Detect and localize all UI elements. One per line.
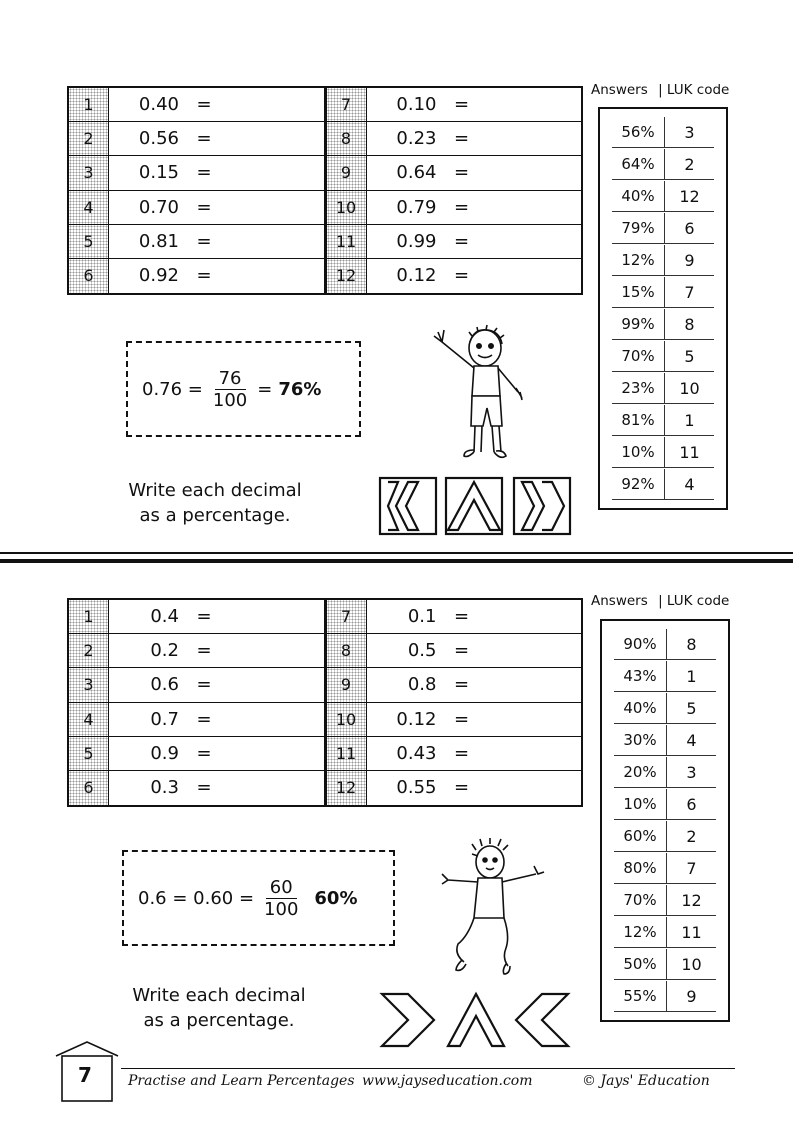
equals-sign: = [196,777,212,799]
instruction-line-1: Write each decimal [132,985,306,1006]
answer-code: 11 [679,442,700,462]
question-decimal: 0.55 [396,777,437,799]
question-row [69,771,324,805]
answer-row [612,437,714,468]
answer-blank[interactable] [229,225,324,258]
instruction-1 [110,478,320,528]
question-row [69,122,324,156]
equals-sign: = [196,742,212,764]
answer-blank[interactable] [229,771,324,805]
question-number: 4 [69,703,109,736]
equals-sign: = [196,230,212,252]
answer-percent: 10% [612,437,665,467]
question-number: 6 [69,259,109,293]
luk-code-label: | LUK code [658,82,730,98]
answer-code: 5 [684,346,695,366]
equals-sign: = [196,640,212,662]
answer-blank[interactable] [487,259,582,293]
answer-percent: 99% [612,309,665,339]
equals-sign: = [196,128,212,150]
answer-blank[interactable] [487,600,582,633]
question-row [327,703,582,737]
equals-sign: = [453,128,470,150]
question-number: 7 [327,600,367,633]
question-decimal: 0.4 [150,606,179,628]
question-decimal: 0.9 [150,742,179,764]
answer-code: 7 [684,282,695,302]
example-result: 76% [278,378,322,400]
question-number: 5 [69,225,109,258]
answer-percent: 40% [614,693,667,723]
footer-rule [121,1068,735,1069]
question-decimal: 0.92 [138,265,179,287]
answer-row [612,277,714,308]
answer-row [614,821,716,852]
equals-sign: = [453,708,470,730]
answer-row [614,917,716,948]
answer-blank[interactable] [487,703,582,736]
question-row [69,703,324,737]
question-decimal: 0.1 [407,606,437,628]
answer-percent: 43% [614,661,667,691]
question-decimal: 0.8 [407,674,437,696]
answer-percent: 80% [614,853,667,883]
answer-code: 12 [681,890,702,910]
answer-blank[interactable] [487,191,582,224]
question-number: 12 [327,771,367,805]
question-number: 8 [327,634,367,667]
footer-copyright: © Jays' Education [582,1073,710,1089]
answer-blank[interactable] [487,156,582,189]
instruction-line-1: Write each decimal [128,480,302,501]
question-row [69,156,324,190]
question-row [69,634,324,668]
answer-row [614,885,716,916]
answer-percent: 30% [614,725,667,755]
equals-sign: = [196,674,212,696]
example-fraction [264,877,298,920]
question-number: 2 [69,634,109,667]
question-decimal: 0.23 [396,128,437,150]
equals-sign: = [453,742,470,764]
question-decimal: 0.99 [396,230,437,252]
equals-sign: = [196,94,212,116]
footer-title: Practise and Learn Percentages [128,1073,355,1089]
example-lhs: 0.6 = 0.60 = [138,887,255,909]
answer-percent: 79% [612,213,665,243]
instruction-line-2: as a percentage. [139,505,291,526]
question-number: 3 [69,156,109,189]
question-number: 1 [69,88,109,121]
question-row [327,122,582,156]
answer-percent: 55% [614,981,667,1011]
answer-row [612,341,714,372]
answer-blank[interactable] [229,703,324,736]
answer-percent: 23% [612,373,665,403]
question-row [327,156,582,190]
equals-sign: = [453,196,470,218]
answer-row [614,853,716,884]
question-row [69,259,324,293]
question-number: 5 [69,737,109,770]
question-row [69,191,324,225]
answer-blank[interactable] [229,122,324,155]
boy-jumping-illustration [440,838,548,978]
example-box-2 [122,850,395,946]
equals-sign: = [196,606,212,628]
answer-code: 9 [684,250,695,270]
answer-row [614,725,716,756]
answer-percent: 70% [614,885,667,915]
answers-box-1 [598,107,728,510]
answer-code: 1 [684,410,695,430]
answer-percent: 40% [612,181,665,211]
page-number: 7 [78,1063,92,1087]
example-numerator: 76 [215,368,246,390]
question-row [69,737,324,771]
example-numerator: 60 [266,877,297,899]
question-row [327,634,582,668]
answer-row [614,949,716,980]
answer-row [612,405,714,436]
question-number: 10 [327,703,367,736]
answer-blank[interactable] [487,225,582,258]
answer-blank[interactable] [487,122,582,155]
equals-sign: = [453,162,470,184]
answer-blank[interactable] [229,634,324,667]
answer-blank[interactable] [229,737,324,770]
question-decimal: 0.70 [138,196,179,218]
code-symbols-2 [378,990,574,1052]
answer-percent: 56% [612,117,665,147]
answer-percent: 64% [612,149,665,179]
question-row [327,600,582,634]
answer-blank[interactable] [229,668,324,701]
answer-code: 2 [684,154,695,174]
question-decimal: 0.2 [150,640,179,662]
example-denominator: 100 [264,898,299,920]
section-divider [0,552,793,554]
answer-code: 3 [684,122,695,142]
question-decimal: 0.15 [138,162,179,184]
example-box-1 [126,341,361,437]
answer-row [612,469,714,500]
equals-sign: = [453,777,470,799]
question-decimal: 0.6 [150,674,179,696]
equals-sign: = [196,196,212,218]
answer-code: 6 [686,794,697,814]
question-column-right [324,600,582,805]
answer-row [614,789,716,820]
equals-sign: = [196,265,212,287]
answer-blank[interactable] [229,191,324,224]
code-symbols-1 [378,476,574,536]
answer-blank[interactable] [487,771,582,805]
question-row [69,88,324,122]
equals-sign: = [453,606,470,628]
answer-percent: 90% [614,629,667,659]
question-row [327,668,582,702]
question-number: 4 [69,191,109,224]
answer-code: 11 [681,922,702,942]
answer-code: 2 [686,826,697,846]
answer-row [614,757,716,788]
example-result: 60% [314,887,358,909]
answers-label: Answers [591,82,648,98]
equals-sign: = [453,674,470,696]
question-row [327,191,582,225]
question-number: 11 [327,737,367,770]
question-decimal: 0.40 [138,94,179,116]
example-fraction [213,368,247,411]
answer-blank[interactable] [229,156,324,189]
answer-blank[interactable] [229,88,324,121]
question-decimal: 0.12 [396,708,437,730]
answer-code: 4 [686,730,697,750]
boy-waving-illustration [430,322,530,464]
answer-row [612,245,714,276]
answer-percent: 81% [612,405,665,435]
answer-code: 8 [686,634,697,654]
answer-row [612,309,714,340]
question-column-left [69,600,324,805]
question-number: 7 [327,88,367,121]
answer-row [614,629,716,660]
answer-percent: 10% [614,789,667,819]
answer-code: 9 [686,986,697,1006]
answer-code: 12 [679,186,700,206]
answers-box-2 [600,619,730,1022]
answer-code: 3 [686,762,697,782]
question-number: 8 [327,122,367,155]
question-column-right [324,88,582,293]
answer-percent: 12% [614,917,667,947]
answer-row [612,149,714,180]
answer-percent: 70% [612,341,665,371]
question-decimal: 0.81 [138,230,179,252]
question-number: 3 [69,668,109,701]
question-row [327,259,582,293]
equals-sign: = [453,265,470,287]
answer-percent: 92% [612,469,665,499]
question-decimal: 0.3 [150,777,179,799]
answer-code: 1 [686,666,697,686]
question-number: 11 [327,225,367,258]
question-row [327,771,582,805]
answer-code: 7 [686,858,697,878]
example-rhs: = [257,378,273,400]
answer-row [614,981,716,1012]
question-decimal: 0.7 [150,708,179,730]
footer-website: www.jayseducation.com [362,1073,533,1089]
answer-percent: 12% [612,245,665,275]
answer-blank[interactable] [229,259,324,293]
answer-percent: 20% [614,757,667,787]
question-row [69,600,324,634]
answer-code: 8 [684,314,695,334]
answers-header [591,593,729,609]
answer-row [612,213,714,244]
answer-blank[interactable] [487,88,582,121]
question-grid-2 [67,598,583,807]
instruction-2 [114,983,324,1033]
example-denominator: 100 [212,389,248,411]
question-decimal: 0.10 [396,94,437,116]
question-row [327,225,582,259]
answer-blank[interactable] [487,737,582,770]
equals-sign: = [196,162,212,184]
question-row [69,668,324,702]
question-number: 12 [327,259,367,293]
question-decimal: 0.79 [396,196,437,218]
equals-sign: = [196,708,212,730]
answer-code: 4 [684,474,695,494]
question-row [69,225,324,259]
answer-percent: 60% [614,821,667,851]
answers-header [591,82,729,98]
question-number: 6 [69,771,109,805]
question-row [327,88,582,122]
answer-code: 6 [684,218,695,238]
equals-sign: = [453,640,470,662]
answer-blank[interactable] [487,668,582,701]
question-number: 1 [69,600,109,633]
answer-code: 10 [681,954,702,974]
question-decimal: 0.43 [396,742,437,764]
answer-code: 10 [679,378,700,398]
answer-percent: 50% [614,949,667,979]
instruction-line-2: as a percentage. [143,1010,295,1031]
answer-row [612,181,714,212]
answer-blank[interactable] [487,634,582,667]
equals-sign: = [453,94,470,116]
answers-label: Answers [591,593,648,609]
answer-row [614,661,716,692]
luk-code-label: | LUK code [658,593,730,609]
question-number: 9 [327,156,367,189]
answer-percent: 15% [612,277,665,307]
question-decimal: 0.56 [138,128,179,150]
answer-blank[interactable] [229,600,324,633]
question-number: 9 [327,668,367,701]
equals-sign: = [453,230,470,252]
question-decimal: 0.64 [396,162,437,184]
question-number: 10 [327,191,367,224]
answer-code: 5 [686,698,697,718]
answer-row [614,693,716,724]
example-lhs: 0.76 = [142,378,203,400]
answer-row [612,373,714,404]
question-grid-1 [67,86,583,295]
question-column-left [69,88,324,293]
question-row [327,737,582,771]
section-divider-bold [0,559,793,563]
answer-row [612,117,714,148]
question-number: 2 [69,122,109,155]
question-decimal: 0.12 [396,265,437,287]
question-decimal: 0.5 [407,640,437,662]
